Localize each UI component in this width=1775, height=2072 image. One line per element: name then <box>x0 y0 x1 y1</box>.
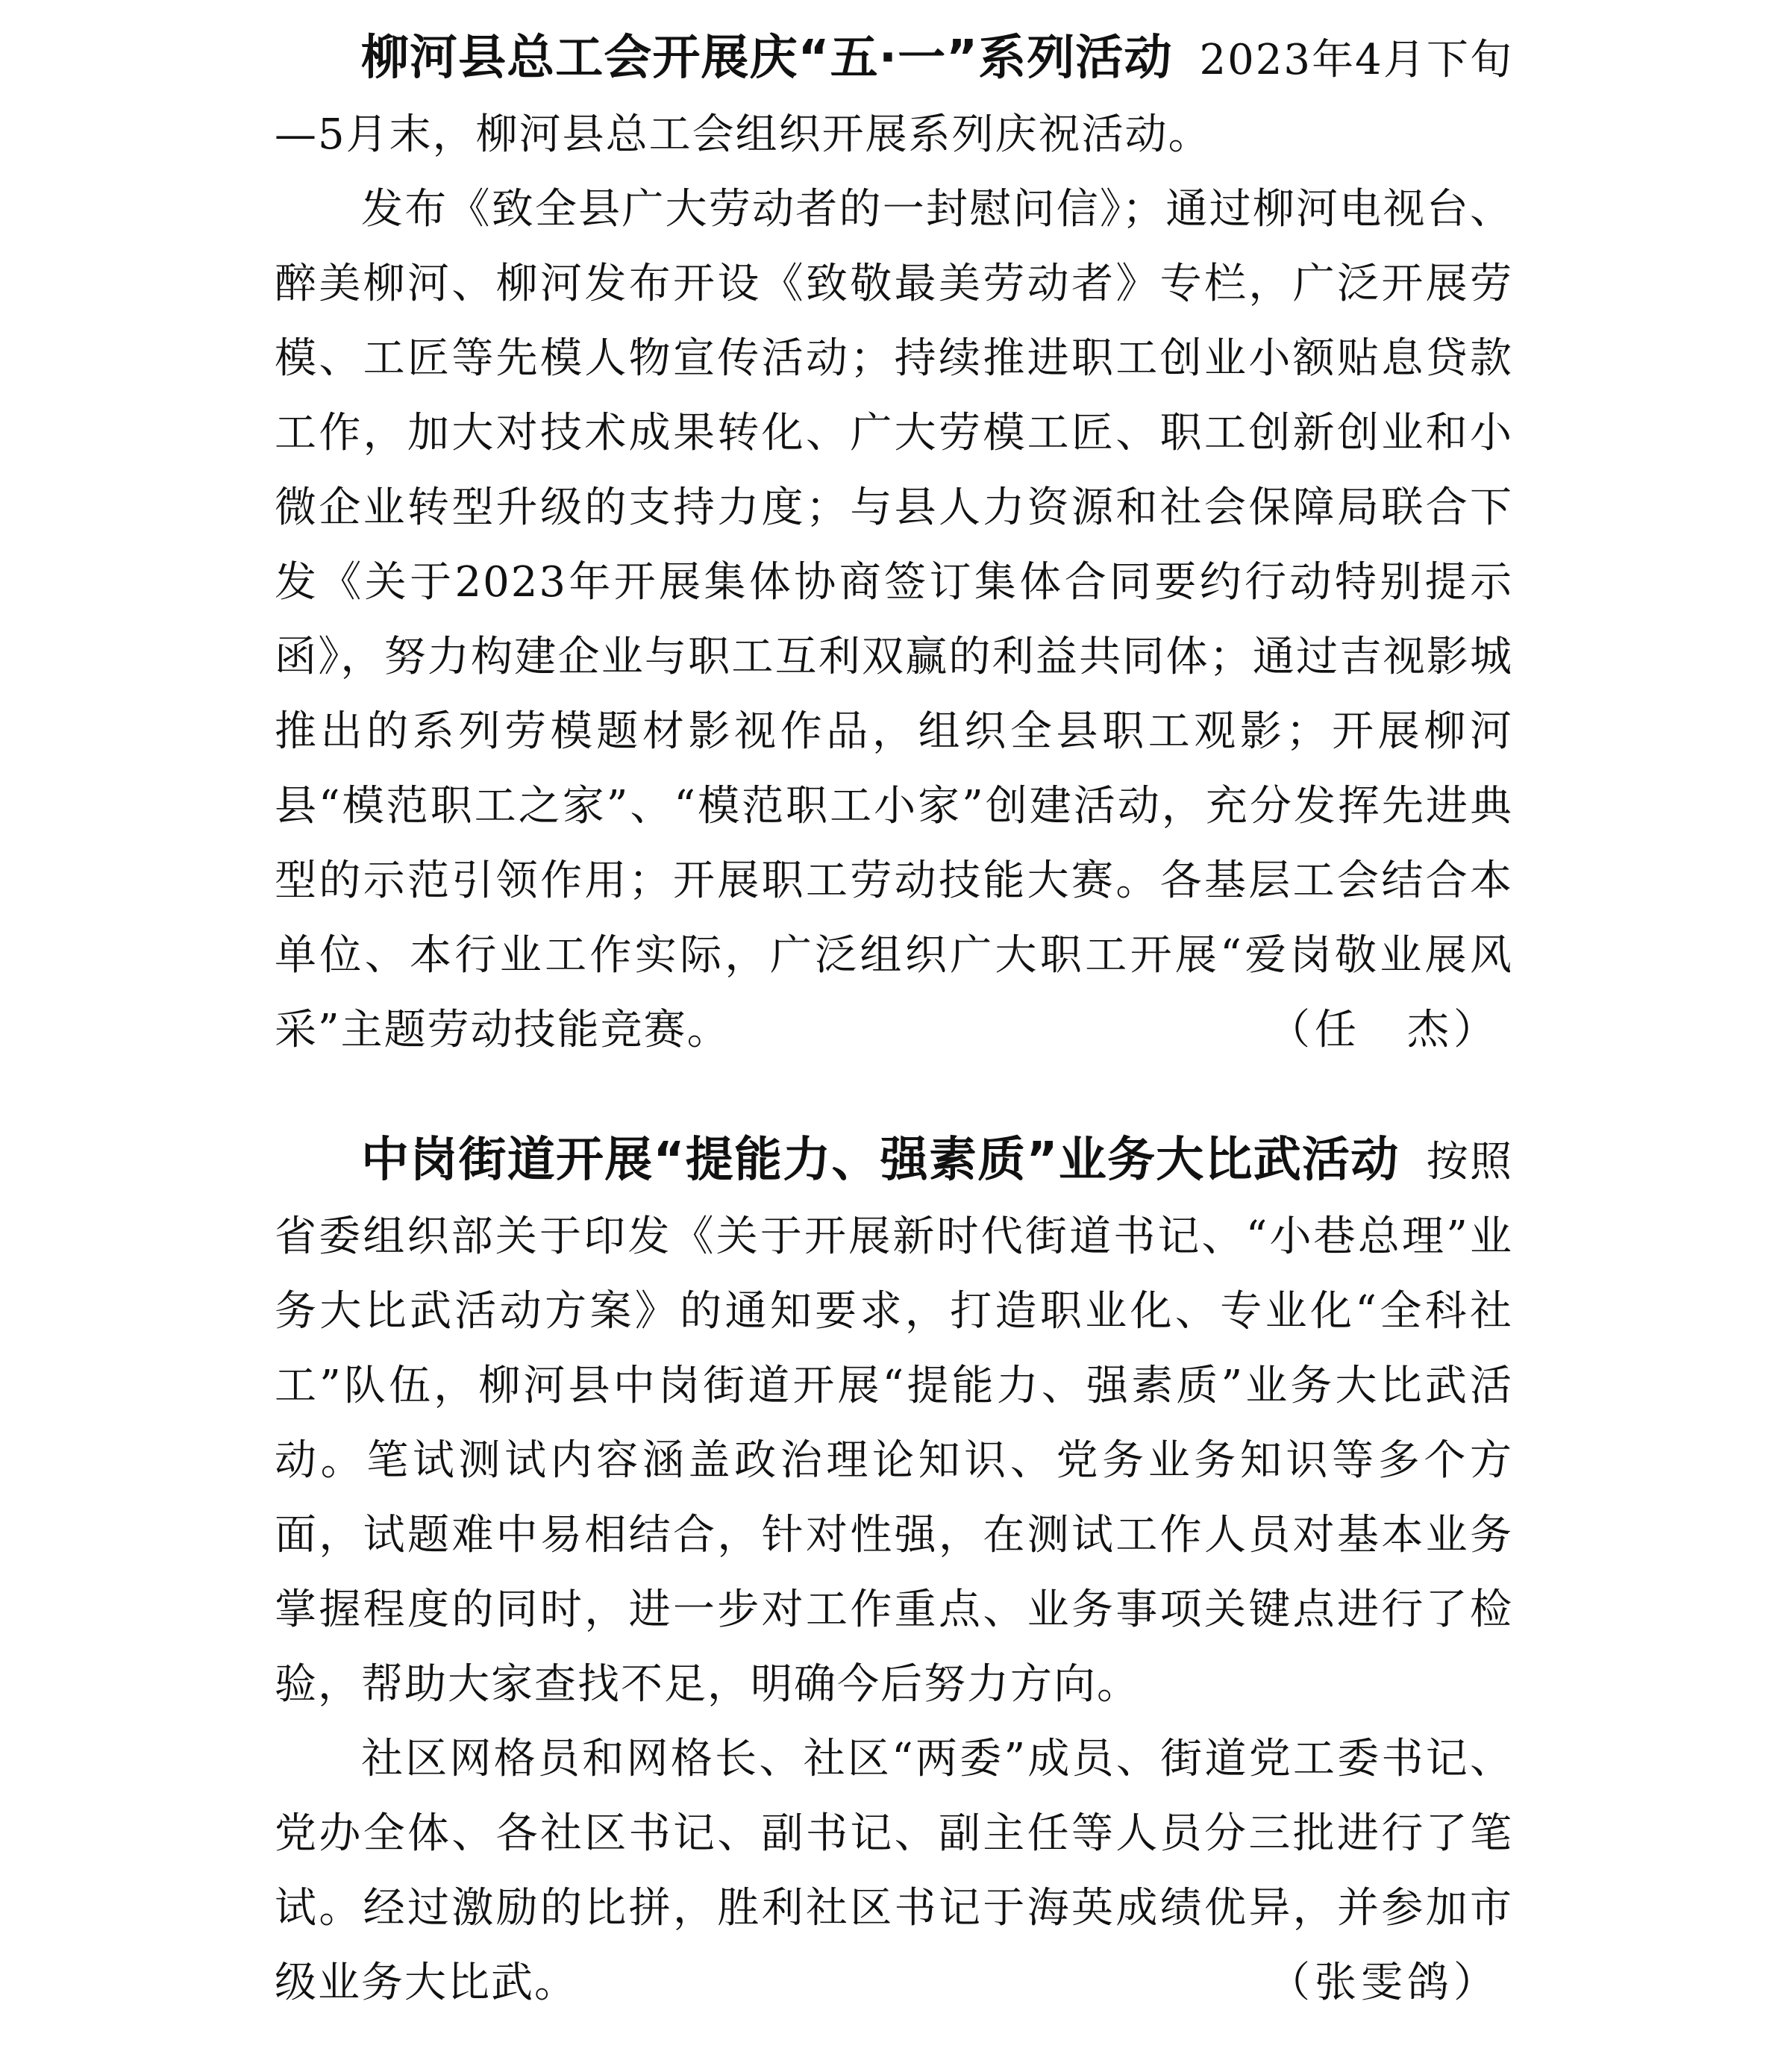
article-union-may-day <box>275 21 1513 1068</box>
article-headline: 柳河县总工会开展庆“五·一”系列活动 <box>361 31 1173 86</box>
article-body-text: 社区网格员和网格长、社区“两委”成员、街道党工委书记、党办全体、各社区书记、副书记、副主任等人员分三批进行了笔试。经过激励的比拼，胜利社区书记于海英成绩优异，并参加市级业务大比武。 <box>275 1735 1513 2007</box>
article-lead-text: 2023年4月下旬—5月末，柳河县总工会组织开展系列庆祝活动。 <box>275 36 1513 159</box>
article-author: （任 杰） <box>1268 1006 1500 1054</box>
article-body-paragraph <box>275 1722 1513 2021</box>
article-headline: 中岗街道开展“提能力、强素质”业务大比武活动 <box>361 1133 1400 1188</box>
article-body-text: 发布《致全县广大劳动者的一封慰问信》；通过柳河电视台、醉美柳河、柳河发布开设《致敬最美劳动者》专栏，广泛开展劳模、工匠等先模人物宣传活动；持续推进职工创业小额贴息贷款工作，加大对技术成果转化、广大劳模工匠、职工创新创业和小微企业转型升级的支持力度；与县人力资源和社会保障局联合下发《关于2023年开展集体协商签订集体合同要约行动特别提示函》，努力构建企业与职工互利双赢的利益共同体；通过吉视影城推出的系列劳模题材影视作品，组织全县职工观影；开展柳河县“模范职工之家”、“模范职工小家”创建活动，充分发挥先进典型的示范引领作用；开展职工劳动技能大赛。各基层工会结合本单位、本行业工作实际，广泛组织广大职工开展“爱岗敬业展风采”主题劳动技能竞赛。 <box>275 185 1513 1054</box>
article-body-paragraph <box>275 172 1513 1068</box>
article-author: （张雯鸽） <box>1268 1959 1500 2007</box>
article-lead-paragraph <box>275 21 1513 172</box>
article-zhonggang-competition <box>275 1123 1513 2021</box>
article-lead-paragraph <box>275 1123 1513 1722</box>
article-lead-text: 按照省委组织部关于印发《关于开展新时代街道书记、“小巷总理”业务大比武活动方案》的通知要求，打造职业化、专业化“全科社工”队伍，柳河县中岗街道开展“提能力、强素质”业务大比武活动。笔试测试内容涵盖政治理论知识、党务业务知识等多个方面，试题难中易相结合，针对性强，在测试工作人员对基本业务掌握程度的同时，进一步对工作重点、业务事项关键点进行了检验，帮助大家查找不足，明确今后努力方向。 <box>275 1138 1514 1709</box>
